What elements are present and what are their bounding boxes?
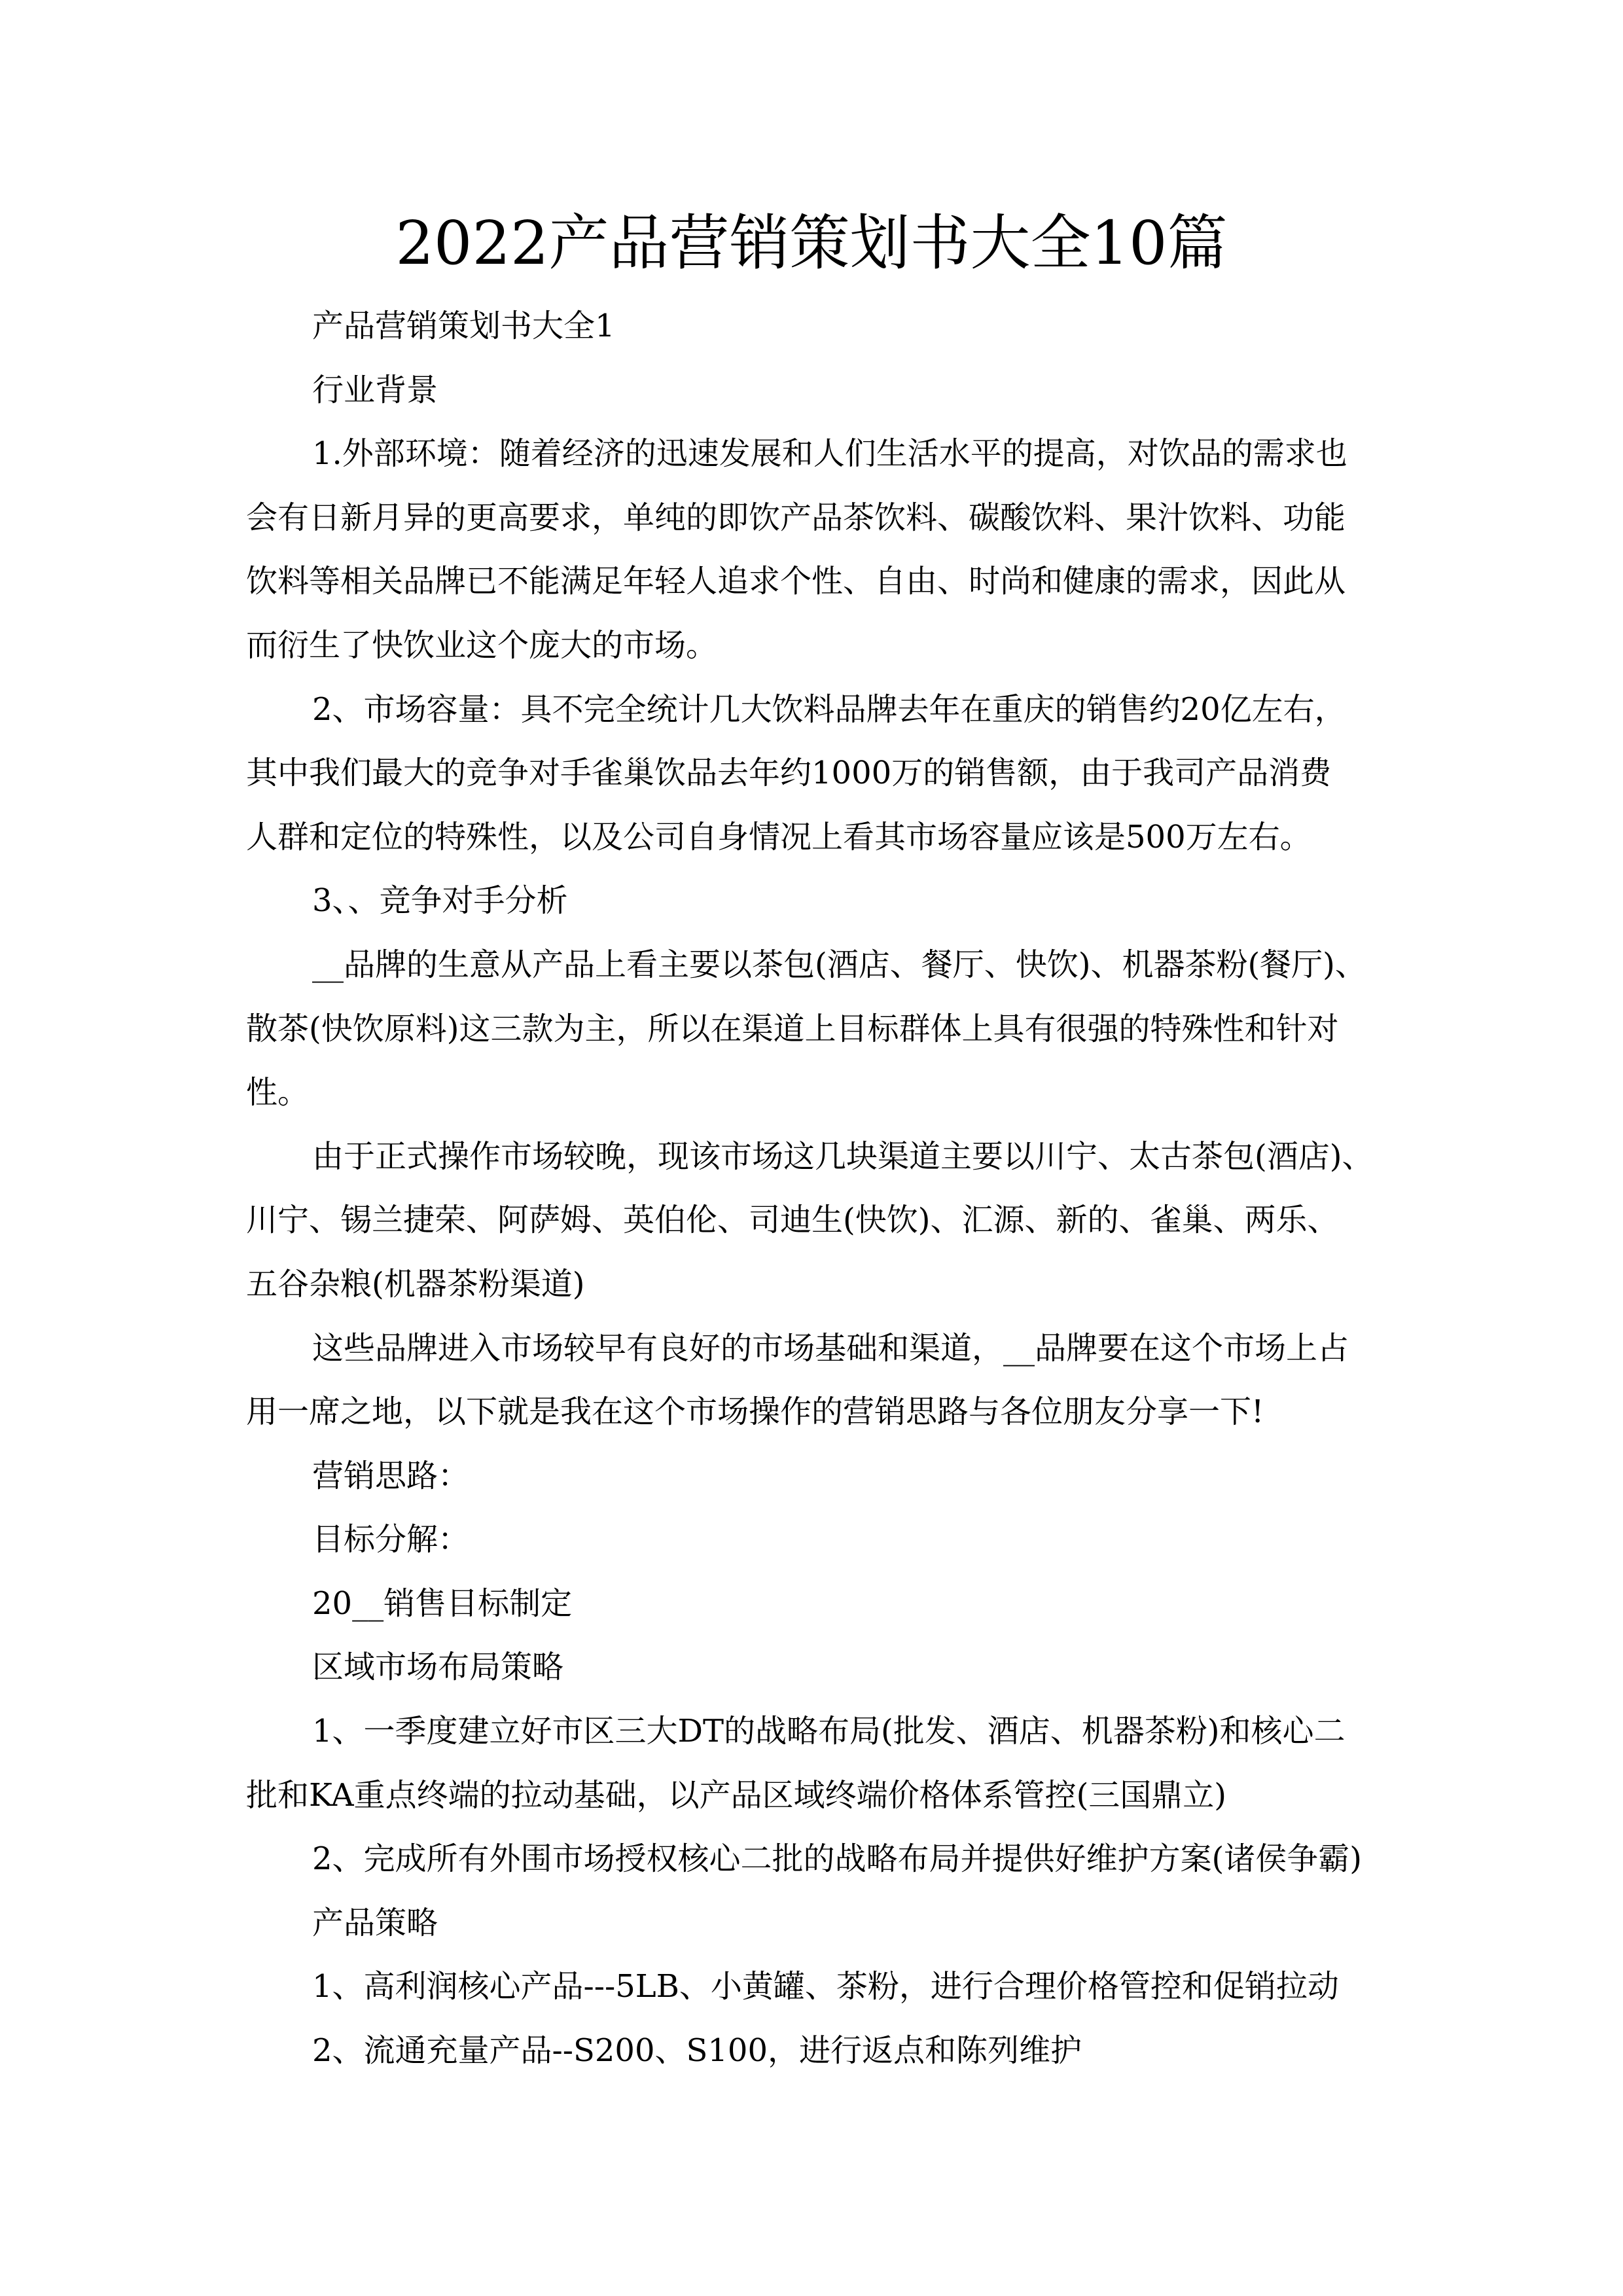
paragraph-line: 1.外部环境：随着经济的迅速发展和人们生活水平的提高，对饮品的需求也 [312, 435, 1347, 473]
paragraph-line: 2、市场容量：具不完全统计几大饮料品牌去年在重庆的销售约20亿左右， [312, 691, 1346, 728]
paragraph-line: 目标分解： [312, 1521, 470, 1558]
paragraph-line: 人群和定位的特殊性，以及公司自身情况上看其市场容量应该是500万左右。 [246, 818, 1311, 855]
paragraph-line: 2、流通充量产品--S200、S100，进行返点和陈列维护 [312, 2032, 1082, 2070]
paragraph-line: 这些品牌进入市场较早有良好的市场基础和渠道，__品牌要在这个市场上占 [312, 1329, 1349, 1367]
paragraph-line: 由于正式操作市场较晚，现该市场这几块渠道主要以川宁、太古茶包(酒店)、 [312, 1138, 1374, 1175]
document-title: 2022产品营销策划书大全10篇 [395, 208, 1228, 278]
paragraph-line: 1、高利润核心产品---5LB、小黄罐、茶粉，进行合理价格管控和促销拉动 [312, 1968, 1339, 2005]
paragraph-line: 会有日新月异的更高要求，单纯的即饮产品茶饮料、碳酸饮料、果汁饮料、功能 [246, 499, 1346, 536]
paragraph-line: 批和KA重点终端的拉动基础，以产品区域终端价格体系管控(三国鼎立) [246, 1776, 1227, 1814]
paragraph-line: 产品策略 [312, 1904, 438, 1941]
paragraph-line: 1、一季度建立好市区三大DT的战略布局(批发、酒店、机器茶粉)和核心二 [312, 1713, 1346, 1750]
paragraph-line: 行业背景 [312, 371, 438, 408]
document-body [246, 295, 1398, 2083]
paragraph-line: 营销思路： [312, 1457, 470, 1494]
paragraph-line: 2、完成所有外围市场授权核心二批的战略布局并提供好维护方案(诸侯争霸) [312, 1840, 1362, 1878]
paragraph-line: 性。 [246, 1074, 310, 1111]
paragraph-line: 饮料等相关品牌已不能满足年轻人追求个性、自由、时尚和健康的需求，因此从 [246, 563, 1346, 600]
paragraph-line: 区域市场布局策略 [312, 1649, 564, 1686]
paragraph-line: 散茶(快饮原料)这三款为主，所以在渠道上目标群体上具有很强的特殊性和针对 [246, 1010, 1339, 1047]
paragraph-line: 川宁、锡兰捷荣、阿萨姆、英伯伦、司迪生(快饮)、汇源、新的、雀巢、两乐、 [246, 1202, 1339, 1239]
paragraph-line: 20__销售目标制定 [312, 1585, 573, 1622]
paragraph-line: 3、、竞争对手分析 [312, 882, 568, 920]
paragraph-line: 而衍生了快饮业这个庞大的市场。 [246, 626, 718, 664]
paragraph-line: 产品营销策划书大全1 [312, 308, 615, 344]
paragraph-line: __品牌的生意从产品上看主要以茶包(酒店、餐厅、快饮)、机器茶粉(餐厅)、 [312, 946, 1366, 983]
paragraph-line: 用一席之地，以下就是我在这个市场操作的营销思路与各位朋友分享一下! [246, 1393, 1264, 1431]
paragraph-line: 其中我们最大的竞争对手雀巢饮品去年约1000万的销售额，由于我司产品消费 [246, 755, 1332, 792]
paragraph-line: 五谷杂粮(机器茶粉渠道) [246, 1265, 585, 1302]
